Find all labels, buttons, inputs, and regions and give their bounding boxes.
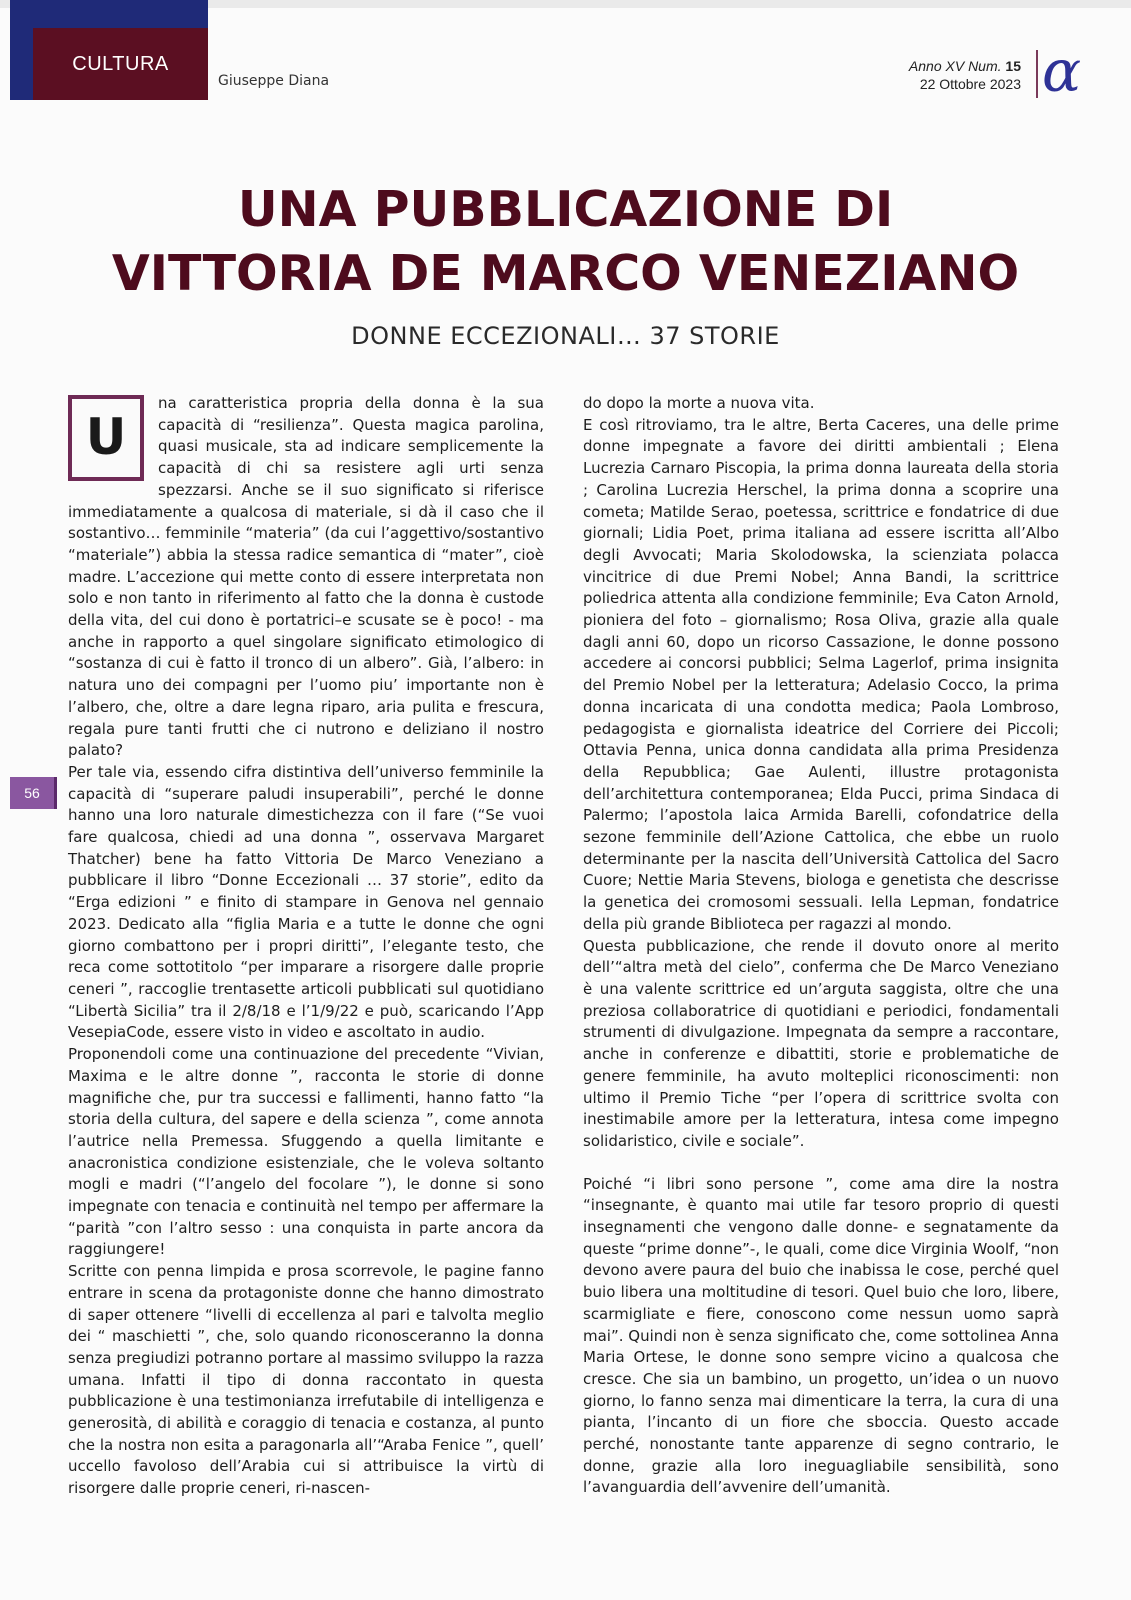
paragraph: Per tale via, essendo cifra distintiva dell’universo femminile la capacità di “superare paludi insuperabili”, perché le donne hanno una loro naturale dimestichezza con il fare (“Se vuoi fare qualcosa, chiedi ad una donna ”, osservava Margaret Thatcher) bene ha fatto Vittoria De Marco Veneziano a pubblicare il libro “Donne Eccezionali … 37 storie”, edito da “Erga edizioni ” e finito di stampare in Genova nel gennaio 2023. Dedicato alla “figlia Maria e a tutte le donne che ogni giorno combattono per i propri diritti”, l’elegante testo, che reca come sottotitolo “per imparare a risorgere dalle proprie ceneri ”, raccoglie trentasette articoli pubblicati sul quotidiano “Libertà Sicilia” tra il 2/8/18 e l’1/9/22 e può, scaricando l’App VesepiaCode, essere visto in video e ascoltato in audio. <box>68 762 544 1042</box>
issue-divider <box>1036 50 1038 98</box>
issue-line <box>909 57 1021 75</box>
section-label: CULTURA <box>72 52 169 75</box>
article-title <box>0 178 1131 306</box>
paragraph: Proponendoli come una continuazione del precedente “Vivian, Maxima e le altre donne ”, racconta le storie di donne magnifiche che, pur tra successi e fallimenti, hanno fatto “la storia della cultura, del sapere e della scienza ”, come annota l’autrice nella Premessa. Sfuggendo a quella limitante e anacronistica condizione esistenziale, che le voleva soltanto mogli e madri (“l’angelo del focolare ”), le donne si sono impegnate con tenacia e continuità nel tempo per affermare la “parità ”con l’altro sesso : una conquista in parte ancora da raggiungere! <box>68 1045 544 1259</box>
article-title-line-2: VITTORIA DE MARCO VENEZIANO <box>111 245 1020 302</box>
paragraph: do dopo la morte a nuova vita. <box>583 394 815 412</box>
issue-prefix: Anno XV Num. <box>908 58 1006 74</box>
article-subtitle: DONNE ECCEZIONALI… 37 STORIE <box>351 322 780 350</box>
article-column-left <box>68 393 544 1500</box>
issue-info <box>909 57 1021 93</box>
page-number: 56 <box>10 777 54 809</box>
paragraph: Poiché “i libri sono persone ”, come ama dire la nostra “insegnante, è quanto mai utile far tesoro proprio di questi insegnamenti che vengono dalle donne- e segnatamente da queste “prime donne”-, le quali, come dice Virginia Woolf, “non devono avere paura del buio che inabissa le cose, perché quel buio libera una moltitudine di tesori. Quel buio che loro, libere, scarmigliate e fiere, conoscono come nessun uomo saprà mai”. Quindi non è senza significato che, come sottolinea Anna Maria Ortese, le donne sono sempre vicino a qualcosa che cresce. Che sia un bambino, un progetto, un’idea o un nuovo giorno, lo fanno senza mai dimenticare la terra, la cura di una pianta, l’incanto di un fiore che sboccia. Questo accade perché, nonostante tante apparenze di segno contrario, le donne, grazie alla loro ineguagliabile sensibilità, sono l’avanguardia dell’avvenire dell’umanità. <box>583 1174 1059 1497</box>
paragraph: na caratteristica propria della donna è la sua capacità di “resilienza”. Questa magica parolina, quasi musicale, sta ad indicare semplicemente la capacità di chi sa resistere agli urti senza spezzarsi. Anche se il suo significato si riferisce immediatamente a qualcosa di materiale, si dà il caso che il sostantivo… femminile “materia” (da cui l’aggettivo/sostantivo “materiale”) abbia la stessa radice semantica di “mater”, cioè madre. L’accezione qui mette conto di essere interpretata non solo e non tanto in riferimento al fatto che la donna è custode della vita, del cui dono è portatrici–e scusate se è poco! - ma anche in rapporto a quel singolare significato etimologico di “sostanza di cui è fatto il tronco di un albero”. Già, l’albero: in natura uno dei compagni per l’uomo piu’ importante non è l’albero, che, oltre a dare legna riparo, aria pulita e frescura, regala pure tanti frutti che ci nutrono e deliziano il nostro palato? <box>68 394 544 760</box>
issue-number: 15 <box>1005 58 1021 74</box>
magazine-logo: α <box>1042 37 1082 105</box>
article-title-line-1: UNA PUBBLICAZIONE DI <box>237 181 894 238</box>
author-name: Giuseppe Diana <box>218 73 330 89</box>
paragraph: Scritte con penna limpida e prosa scorrevole, le pagine fanno entrare in scena da protagoniste donne che hanno dimostrato di saper ottenere “livelli di eccellenza al pari e talvolta meglio dei “ maschietti ”, che, solo quando riconosceranno la donna senza pregiudizi potranno portare al massimo sviluppo la razza umana. Infatti il tipo di donna raccontato in questa pubblicazione è una testimonianza irrefutabile di intelligenza e generosità, di abilità e coraggio di tenacia e costanza, al punto che la nostra non esita a paragonarla all’“Araba Fenice ”, quell’ uccello favoloso dell’Arabia cui si attribuisce la virtù di risorgere dalle proprie ceneri, ri-nascen- <box>68 1262 544 1498</box>
paragraph: Questa pubblicazione, che rende il dovuto onore al merito dell’“altra metà del cielo”, conferma che De Marco Veneziano è una valente scrittrice ed un’arguta saggista, oltre che una preziosa collaboratrice di quotidiani e periodici, fondamentali strumenti di divulgazione. Impegnata da sempre a raccontare, anche in conferenze e dibattiti, storie e problematiche de genere femminile, ha avuto molteplici riconoscimenti: non ultimo il Premio Tiche “per l’opera di scrittrice svolta con inestimabile amore per la letteratura, intesa come impegno solidaristico, civile e sociale”. <box>583 936 1059 1150</box>
page-number-bar <box>54 777 57 809</box>
article-column-right <box>583 393 1059 1499</box>
issue-date: 22 Ottobre 2023 <box>919 76 1021 92</box>
paragraph: E così ritroviamo, tra le altre, Berta Caceres, una delle prime donne impegnate a favore dei diritti ambientali ; Elena Lucrezia Carnaro Piscopia, la prima donna laureata della storia ; Carolina Lucrezia Herschel, la prima donna a scoprire una cometa; Matilde Serao, poetessa, scrittrice e fondatrice di due giornali; Lidia Poet, prima italiana ad essere iscritta all’Albo degli Avvocati; Maria Skolodowska, la scienziata polacca vincitrice di due Premi Nobel; Anna Bandi, la scrittrice poliedrica attenta alla condizione femminile; Eva Caton Arnold, pioniera del foto – giornalismo; Rosa Oliva, grazie alla quale dagli anni 60, dopo un ricorso Cassazione, le donne possono accedere ai concorsi pubblici; Selma Lagerlof, prima insignita del Premio Nobel per la letteratura; Adelasio Cocco, la prima donna incaricata di una condotta medica; Paola Lombroso, pedagogista e giornalista ideatrice del Corriere dei Piccoli; Ottavia Penna, unica donna candidata alla prima Presidenza della Repubblica; Gae Aulenti, illustre protagonista dell’architettura contemporanea; Elda Pucci, prima Sindaca di Palermo; l’apostola laica Armida Barelli, cofondatrice della sezone femminile dell’Azione Cattolica, che ebbe un ruolo determinante per la nascita dell’Università Cattolica del Sacro Cuore; Nettie Maria Stevens, biologa e genetista che descrisse la genetica dei cromosomi sessuali. Iella Lepman, fondatrice della più grande Biblioteca per ragazzi al mondo. <box>583 415 1059 933</box>
drop-cap: U <box>68 395 144 481</box>
